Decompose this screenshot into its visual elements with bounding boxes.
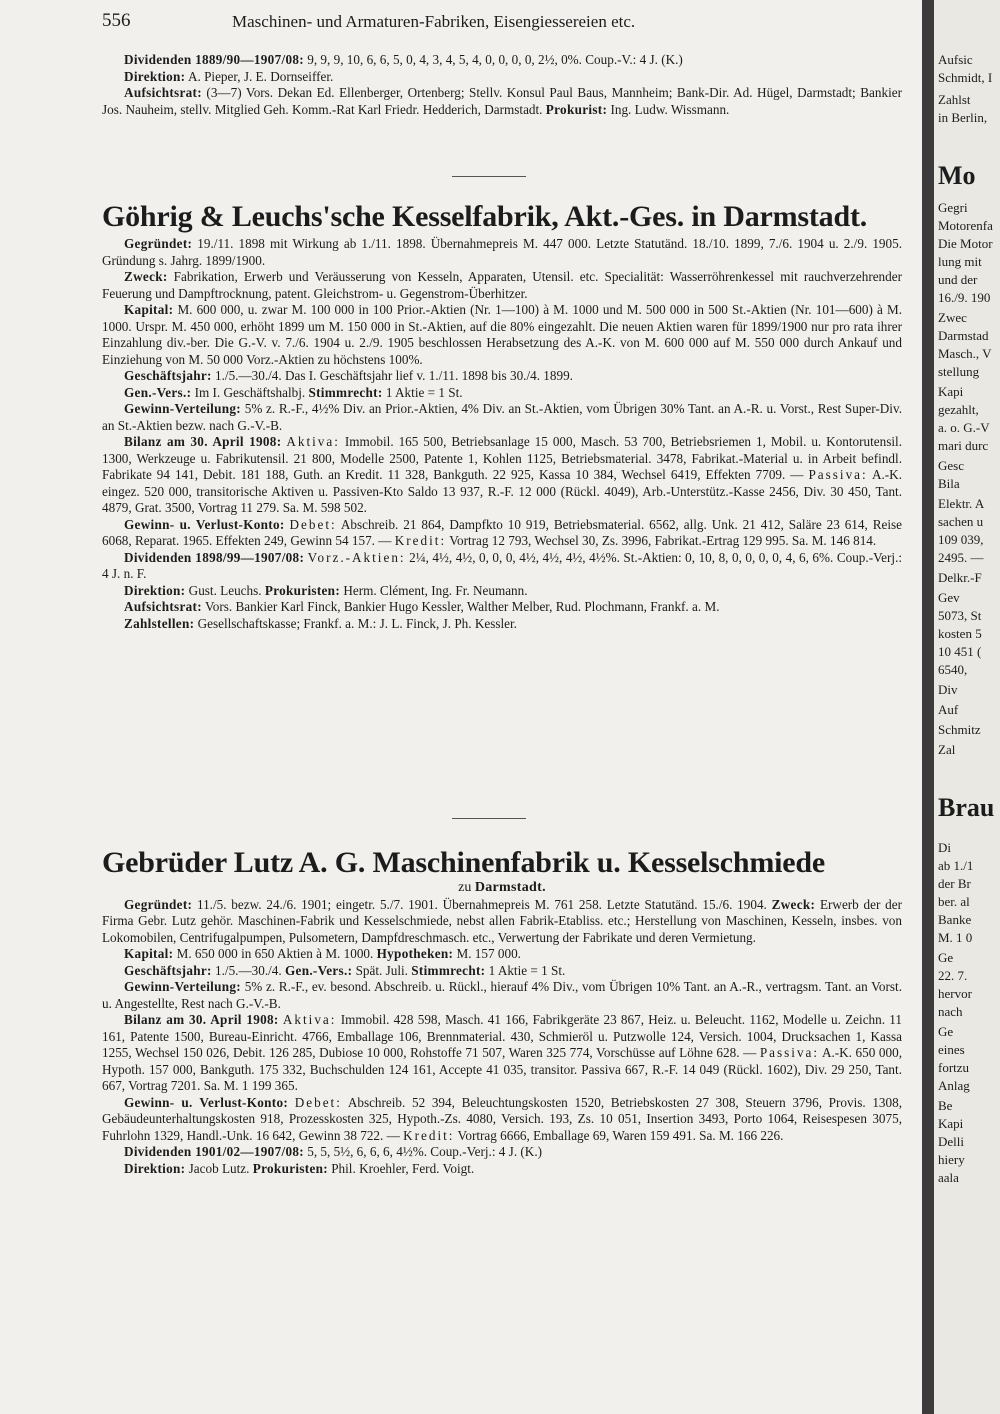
facing-page-line: mari durc bbox=[938, 438, 989, 453]
company-entry-lutz bbox=[102, 846, 902, 1177]
facing-page-line: Auf bbox=[938, 702, 959, 717]
facing-page-line: Aufsic bbox=[938, 52, 973, 67]
facing-page-line: der Br bbox=[938, 876, 971, 891]
facing-page-line: hiery bbox=[938, 1152, 965, 1167]
facing-page-line: Mo bbox=[938, 161, 976, 190]
facing-page-line: ab 1./1 bbox=[938, 858, 974, 873]
gegruendet-entry: Gegründet: 19./11. 1898 mit Wirkung ab 1./11. 1898. Übernahmepreis M. 447 000. Letzte Statutänd. 18./10. 1899, 7./6. 1904 u. 2./9. 1905. Gründung s. Jahrg. 1899/1900. bbox=[102, 236, 902, 268]
facing-page-line: Anlag bbox=[938, 1078, 970, 1093]
previous-company-tail bbox=[102, 52, 902, 118]
company-title: Göhrig & Leuchs'sche Kesselfabrik, Akt.-Ges. in Darmstadt. bbox=[102, 200, 868, 233]
facing-page-line: fortzu bbox=[938, 1060, 970, 1075]
kapital-entry: Kapital: M. 600 000, u. zwar M. 100 000 in 100 Prior.-Aktien (Nr. 1—100) à M. 1000 und M. 500 000 in 500 St.-Aktien (Nr. 101—600) à M. 1000. Urspr. M. 450 000, erhöht 1899 um M. 150 000 in St.-Aktien, auf die 80% eingezahlt. Die neuen Aktien waren für 1899/1900 nur pro rata ihrer Einzahlung div.-ber. Die G.-V. v. 7./6. 1904 u. 2./9. 1905 beschlossen Herabsetzung des A.-K. von M. 600 000 auf M. 550 000 durch Ankauf und Einziehung von M. 50 000 Vorz.-Aktien zu höchstens 100%. bbox=[102, 302, 903, 367]
facing-page-line: Elektr. A bbox=[938, 496, 985, 511]
kapital-entry: Kapital: M. 650 000 in 650 Aktien à M. 1000. Hypotheken: M. 157 000. bbox=[124, 946, 521, 961]
facing-page-line: in Berlin, bbox=[938, 110, 988, 125]
company-title: Gebrüder Lutz A. G. Maschinenfabrik u. Kesselschmiede bbox=[102, 846, 826, 879]
facing-page-line: Gegri bbox=[938, 200, 968, 215]
aufsichtsrat-entry: Aufsichtsrat: Vors. Bankier Karl Finck, Bankier Hugo Kessler, Walther Melber, Rud. Plochmann, Frankf. a. M. bbox=[124, 599, 720, 614]
facing-page-line: Delli bbox=[938, 1134, 964, 1149]
facing-page-line: 2495. — bbox=[938, 550, 984, 565]
dividenden-entry: Dividenden 1901/02—1907/08: 5, 5, 5½, 6, 6, 6, 4½%. Coup.-Verj.: 4 J. (K.) bbox=[124, 1144, 543, 1159]
zahlstellen-entry: Zahlstellen: Gesellschaftskasse; Frankf. a. M.: J. L. Finck, J. Ph. Kessler. bbox=[124, 615, 517, 631]
separator-rule bbox=[452, 818, 526, 819]
facing-page-line: kosten 5 bbox=[938, 626, 982, 641]
company-entry-goehrig bbox=[102, 200, 902, 632]
gewinnverteilung-entry: Gewinn-Verteilung: 5% z. R.-F., ev. besond. Abschreib. u. Rückl., hierauf 4% Div., vom Übrigen 10% Tant. an A.-R., vertragsm. Tant. an Vorst. u. Angestellte, Rest nach G.-V.-B. bbox=[102, 979, 903, 1011]
facing-page-line: gezahlt, bbox=[938, 402, 979, 417]
facing-page-line: ber. al bbox=[938, 894, 970, 909]
facing-page-line: aala bbox=[938, 1170, 959, 1185]
facing-page-line: hervor bbox=[938, 986, 972, 1001]
book-gutter bbox=[922, 0, 934, 1414]
facing-page-line: Schmidt, I bbox=[938, 70, 993, 85]
facing-page-line: 22. 7. bbox=[938, 968, 968, 983]
facing-page-fragment bbox=[934, 0, 1000, 1414]
separator-rule bbox=[452, 176, 526, 177]
zweck-entry: Zweck: Fabrikation, Erwerb und Veräusserung von Kesseln, Apparaten, Utensil. etc. Specialität: Wasserröhrenkessel mit rauchverzehrender Feuerung und Dampftrocknung, patent. Gleichstrom- u. Gegenstrom-Überhitzer. bbox=[102, 269, 902, 301]
facing-page-line: Kapi bbox=[938, 1116, 964, 1131]
direktion-entry: Direktion: Jacob Lutz. Prokuristen: Phil. Kroehler, Ferd. Voigt. bbox=[124, 1160, 475, 1176]
gewinnverteilung-entry: Gewinn-Verteilung: 5% z. R.-F., 4½% Div. an Prior.-Aktien, 4% Div. an St.-Aktien, vom Übrigen 30% Tant. an A.-R. u. Vorst., Rest Super-Div. an St.-Aktien bezw. nach G.-V.-B. bbox=[102, 401, 903, 433]
facing-page-line: Zahlst bbox=[938, 92, 971, 107]
dividends-entry: Dividenden 1889/90—1907/08: 9, 9, 9, 10, 6, 6, 5, 0, 4, 3, 4, 5, 4, 0, 0, 0, 0, 2½, 0%. Coup.-V.: 4 J. (K.) bbox=[124, 52, 683, 67]
facing-page-line: 5073, St bbox=[938, 608, 982, 623]
facing-page-line: Ge bbox=[938, 1024, 954, 1039]
bilanz-entry: Bilanz am 30. April 1908: Aktiva: Immobil. 165 500, Betriebsanlage 15 000, Masch. 53 700, Betriebsriemen 1, Mobil. u. Kontorutensil. 1300, Werkzeuge u. Fabrikutensil. 21 800, Modelle 2500, Patente 1, Kohlen 1125, Betriebsmaterial. 3478, Fabrikat.-Material u. in Arbeit befindl. Fabrikate 94 141, Debit. 181 188, Guth. an Kredit. 11 328, Bankguth. 22 925, Kassa 10 384, Wechsel 6419, Effekten 7709. — Passiva: A.-K. eingez. 520 000, transitorische Aktiven u. Passiven-Kto Saldo 13 937, R.-F. 12 000 (Rückl. 4049), Arb.-Unterstütz.-Kasse 2456, Div. 30 450, Tant. 4879, Grat. 3500, Vortrag 11 279. Sa. M. 598 502. bbox=[102, 434, 903, 515]
facing-page-line: a. o. G.-V bbox=[938, 420, 990, 435]
facing-page-line: Kapi bbox=[938, 384, 964, 399]
facing-page-line: Div bbox=[938, 682, 958, 697]
facing-page-line: Darmstad bbox=[938, 328, 989, 343]
facing-page-line: 6540, bbox=[938, 662, 968, 677]
direktion-entry: Direktion: A. Pieper, J. E. Dornseiffer. bbox=[124, 68, 334, 84]
running-title: Maschinen- und Armaturen-Fabriken, Eisengiessereien etc. bbox=[232, 12, 636, 31]
facing-page-line: Be bbox=[938, 1098, 953, 1113]
geschaeftsjahr-entry: Geschäftsjahr: 1./5.—30./4. Gen.-Vers.: Spät. Juli. Stimmrecht: 1 Aktie = 1 St. bbox=[124, 962, 566, 978]
facing-page-line: 16./9. 190 bbox=[938, 290, 991, 305]
facing-page-line: Banke bbox=[938, 912, 972, 927]
facing-page-line: 10 451 ( bbox=[938, 644, 982, 659]
facing-page-line: Delkr.-F bbox=[938, 570, 982, 585]
direktion-entry: Direktion: Gust. Leuchs. Prokuristen: Herm. Clément, Ing. Fr. Neumann. bbox=[124, 582, 528, 598]
geschaeftsjahr-entry: Geschäftsjahr: 1./5.—30./4. Das I. Geschäftsjahr lief v. 1./11. 1898 bis 30./4. 1899. bbox=[124, 368, 573, 383]
facing-page-line: Die Motor bbox=[938, 236, 993, 251]
dividenden-entry: Dividenden 1898/99—1907/08: Vorz.-Aktien: 2¼, 4½, 4½, 0, 0, 0, 4½, 4½, 4½, 4½%. St.-Aktien: 0, 10, 8, 0, 0, 0, 0, 4, 6, 6%. Coup.-Verj.: 4 J. n. F. bbox=[102, 549, 903, 581]
facing-page-line: und der bbox=[938, 272, 978, 287]
facing-page-line: Bila bbox=[938, 476, 960, 491]
guv-entry: Gewinn- u. Verlust-Konto: Debet: Abschreib. 21 864, Dampfkto 10 919, Betriebsmaterial. 6562, allg. Unk. 21 412, Saläre 23 614, Reise 6068, Reparat. 1965. Effekten 249, Gewinn 54 157. — Kredit: Vortrag 12 793, Wechsel 30, Zs. 3996, Fabrikat.-Ertrag 129 995. Sa. M. 146 814. bbox=[102, 516, 902, 548]
facing-page-line: Masch., V bbox=[938, 346, 992, 361]
facing-page-line: Gesc bbox=[938, 458, 964, 473]
facing-page-line: Ge bbox=[938, 950, 954, 965]
genvers-entry: Gen.-Vers.: Im I. Geschäftshalbj. Stimmrecht: 1 Aktie = 1 St. bbox=[124, 384, 463, 400]
facing-page-line: Zwec bbox=[938, 310, 967, 325]
guv-entry: Gewinn- u. Verlust-Konto: Debet: Abschreib. 52 394, Beleuchtungskosten 1520, Betriebskosten 27 308, Steuern 3796, Provis. 1308, Gebäudeunterhaltungskosten 918, Prozesskosten 325, Hypoth.-Zs. 4080, Versich. 193, Zs. 10 051, Insertion 3493, Porto 1064, Reisespesen 3075, Fuhrlohn 1329, Handl.-Unk. 16 642, Gewinn 38 722. — Kredit: Vortrag 6666, Emballage 69, Waren 159 491. Sa. M. 166 226. bbox=[102, 1094, 902, 1143]
facing-page-line: nach bbox=[938, 1004, 963, 1019]
facing-page-line: Brau bbox=[938, 793, 995, 822]
facing-page-line: lung mit bbox=[938, 254, 982, 269]
facing-page-line: Motorenfa bbox=[938, 218, 993, 233]
facing-page-line: Di bbox=[938, 840, 951, 855]
facing-page-line: 109 039, bbox=[938, 532, 984, 547]
aufsichtsrat-entry: Aufsichtsrat: (3—7) Vors. Dekan Ed. Ellenberger, Ortenberg; Stellv. Konsul Paul Baus, Mannheim; Bank-Dir. Ad. Hügel, Darmstadt; Bankier Jos. Nauheim, stellv. Mitglied Geh. Komm.-Rat Karl Friedr. Hedderich, Darmstadt. Prokurist: Ing. Ludw. Wissmann. bbox=[102, 85, 902, 117]
facing-page-line: M. 1 0 bbox=[938, 930, 973, 945]
facing-page-line: Schmitz bbox=[938, 722, 981, 737]
facing-page-line: eines bbox=[938, 1042, 965, 1057]
gegruendet-entry: Gegründet: 11./5. bezw. 24./6. 1901; eingetr. 5./7. 1901. Übernahmepreis M. 761 258. Letzte Statutänd. 15./6. 1904. Zweck: Erwerb der der Firma Gebr. Lutz gehör. Maschinen-Fabrik und Kesselschmiede, nebst allen Fabrik-Etabliss. etc.; Herstellung von Maschinen, Kesseln, insbes. von Lokomobilen, Centrifugalpumpen, Pulsometern, Dampfdreschmasch. etc., Verwertung der Fabrikate und deren Vermietung. bbox=[102, 896, 903, 945]
facing-page-line: stellung bbox=[938, 364, 980, 379]
facing-page-line: sachen u bbox=[938, 514, 984, 529]
page-number: 556 bbox=[102, 10, 131, 31]
facing-page-line: Zal bbox=[938, 742, 956, 757]
facing-page-line: Gev bbox=[938, 590, 960, 605]
company-subtitle: zu Darmstadt. bbox=[458, 880, 546, 895]
bilanz-entry: Bilanz am 30. April 1908: Aktiva: Immobil. 428 598, Masch. 41 166, Fabrikgeräte 23 867, Heiz. u. Beleucht. 1162, Modelle u. Zeichn. 11 161, Patente 1500, Bureau-Einricht. 4766, Emballage 106, Brennmaterial. 430, Schmieröl u. Putzwolle 124, Versich. 1004, Drucksachen 1, Kassa 1255, Wechsel 150 026, Debit. 126 285, Dubiose 10 000, Rohstoffe 71 507, Waren 325 774, Vorschüsse auf Löhne 628. — Passiva: A.-K. 650 000, Hypoth. 157 000, Bankguth. 175 332, Buchschulden 124 161, Accepte 41 035, transitor. Passiva 667, R.-F. 14 049 (Rückl. 1602), Div. 29 250, Tant. 667, Vortrag 7201. Sa. M. 1 199 365. bbox=[102, 1012, 903, 1093]
